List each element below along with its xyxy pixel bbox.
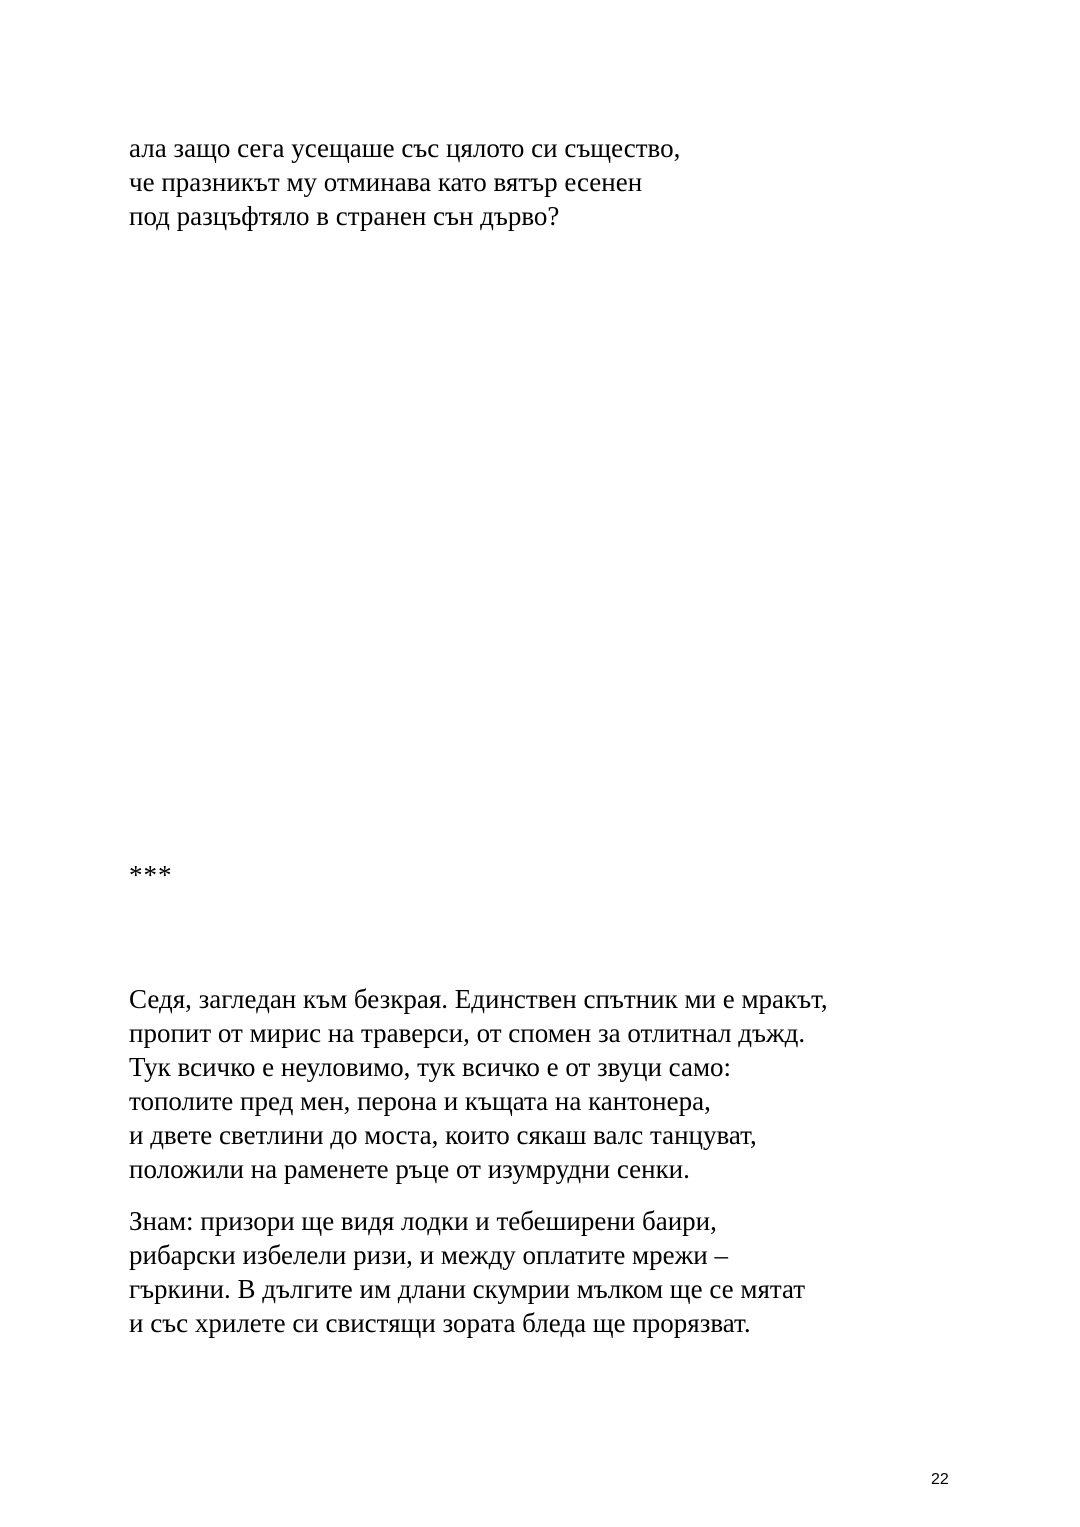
poem-line: пропит от мирис на траверси, от спомен за отлитнал дъжд. <box>129 1018 806 1048</box>
section-separator: *** <box>129 860 173 890</box>
poem-stanza-2 <box>129 1204 805 1340</box>
poem-line: тополите пред мен, перона и къщата на кантонера, <box>129 1086 711 1116</box>
poem-line: рибарски избелели ризи, и между оплатите мрежи – <box>129 1240 728 1270</box>
poem-stanza-1 <box>129 982 828 1186</box>
poem-line: под разцъфтяло в странен сън дърво? <box>129 201 560 231</box>
poem-line: гъркини. В дългите им длани скумрии мълком ще се мятат <box>129 1274 806 1304</box>
poem-line: и двете светлини до моста, които сякаш валс танцуват, <box>129 1120 757 1150</box>
poem-line: Седя, загледан към безкрая. Единствен спътник ми е мракът, <box>129 984 828 1014</box>
poem-ending-stanza <box>129 131 680 233</box>
poem-line: и със хрилете си свистящи зората бледа ще прорязват. <box>129 1308 751 1338</box>
poem-line: Тук всичко е неуловимо, тук всичко е от звуци само: <box>129 1052 732 1082</box>
poem-line: че празникът му отминава като вятър есенен <box>129 167 643 197</box>
poem-line: Знам: призори ще видя лодки и тебеширени баири, <box>129 1206 717 1236</box>
page-number: 22 <box>931 1471 949 1488</box>
poem-line: ала защо сега усещаше със цялото си същество, <box>129 133 681 163</box>
poem-line: положили на раменете ръце от изумрудни сенки. <box>129 1154 690 1184</box>
